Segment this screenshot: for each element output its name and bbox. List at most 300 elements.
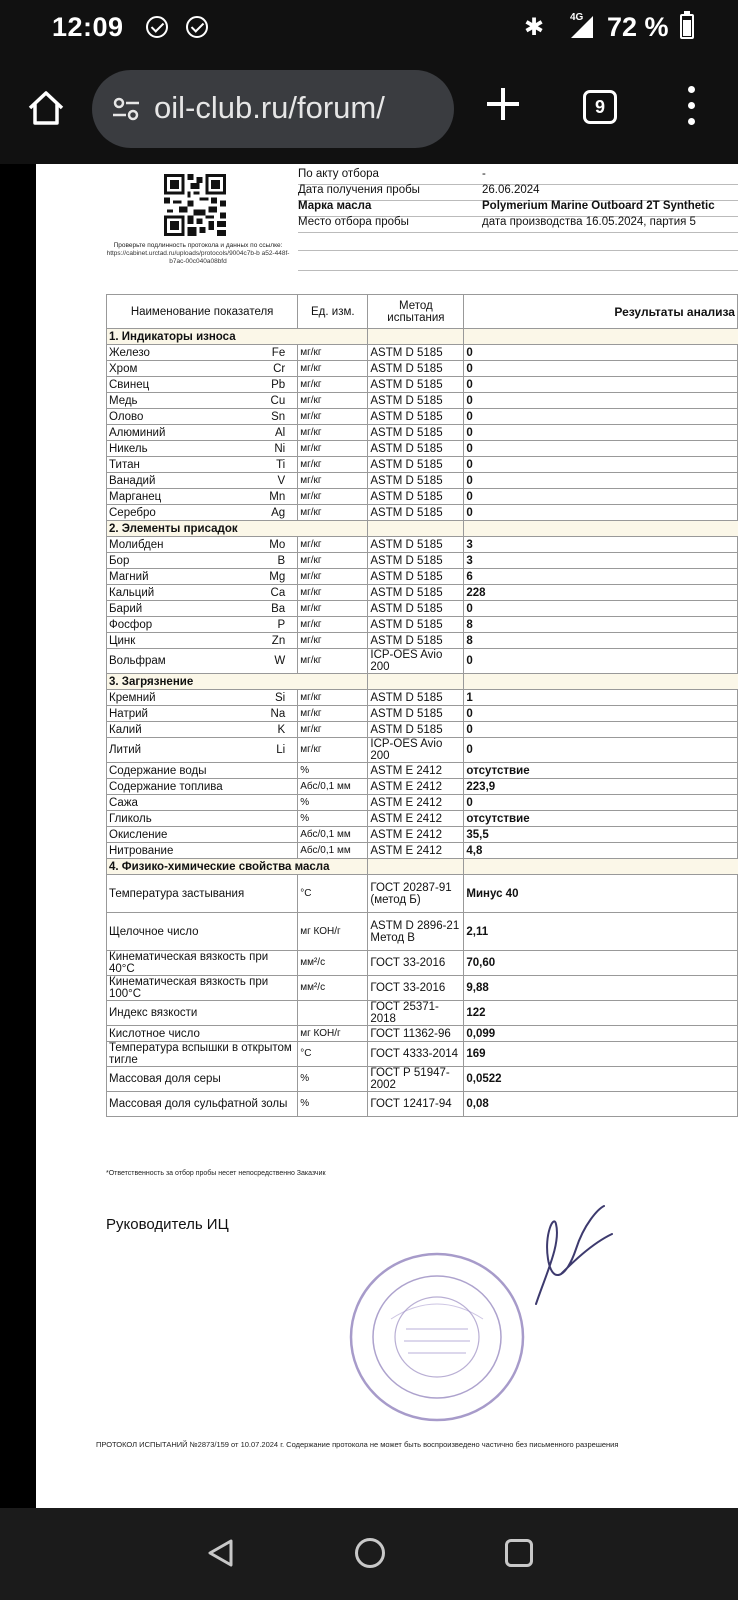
head-signature-label: Руководитель ИЦ <box>106 1216 229 1233</box>
indicator-name: Кинематическая вязкость при 40°С <box>109 951 269 975</box>
indicator-name: Бор <box>109 554 130 567</box>
table-row <box>107 505 738 521</box>
verify-note <box>100 242 296 266</box>
method-cell: ASTM D 5185 <box>368 393 464 409</box>
indicator-cell <box>107 617 298 633</box>
indicator-cell <box>107 489 298 505</box>
indicator-name: Марганец <box>109 490 162 503</box>
section-fill <box>368 329 464 345</box>
table-row <box>107 779 738 795</box>
result-cell: 6 <box>464 569 738 585</box>
address-bar[interactable] <box>92 70 454 148</box>
method-cell: ASTM D 5185 <box>368 569 464 585</box>
method-cell: ASTM E 2412 <box>368 763 464 779</box>
unit-cell: мг/кг <box>298 345 368 361</box>
unit-cell: мг/кг <box>298 361 368 377</box>
signal-icon <box>565 14 595 38</box>
element-symbol: Mn <box>269 490 286 503</box>
indicator-cell <box>107 827 298 843</box>
unit-cell: мг/кг <box>298 425 368 441</box>
method-cell: ГОСТ 33-2016 <box>368 976 464 1001</box>
method-cell: ASTM D 5185 <box>368 377 464 393</box>
section-title: 2. Элементы присадок <box>107 521 368 537</box>
method-cell: ASTM D 5185 <box>368 489 464 505</box>
info-key: По акту отбора <box>298 168 379 180</box>
table-row <box>107 976 738 1001</box>
table-row <box>107 951 738 976</box>
result-cell: 70,60 <box>464 951 738 976</box>
indicator-cell <box>107 473 298 489</box>
method-cell: ASTM D 5185 <box>368 505 464 521</box>
unit-cell: °С <box>298 875 368 913</box>
method-cell: ASTM D 5185 <box>368 473 464 489</box>
section-row <box>107 674 738 690</box>
unit-cell: мг/кг <box>298 633 368 649</box>
unit-cell: мг/кг <box>298 537 368 553</box>
method-cell: ASTM D 5185 <box>368 537 464 553</box>
more-menu-icon[interactable] <box>686 86 698 126</box>
web-content[interactable] <box>0 164 738 1508</box>
indicator-name: Содержание воды <box>109 764 207 777</box>
result-cell: отсутствие <box>464 811 738 827</box>
element-symbol: Cr <box>273 362 286 375</box>
table-row <box>107 425 738 441</box>
method-cell: ГОСТ Р 51947-2002 <box>368 1067 464 1092</box>
protocol-document <box>36 164 738 1508</box>
section-fill <box>368 521 464 537</box>
element-symbol: Mg <box>269 570 286 583</box>
table-row <box>107 1042 738 1067</box>
table-row <box>107 361 738 377</box>
indicator-name: Олово <box>109 410 144 423</box>
table-row <box>107 1092 738 1117</box>
indicator-cell <box>107 585 298 601</box>
indicator-cell <box>107 1092 298 1117</box>
table-row <box>107 585 738 601</box>
result-cell: 1 <box>464 690 738 706</box>
indicator-name: Кинематическая вязкость при 100°С <box>109 976 269 1000</box>
result-cell: 228 <box>464 585 738 601</box>
unit-cell: % <box>298 1067 368 1092</box>
indicator-name: Натрий <box>109 707 148 720</box>
unit-cell: % <box>298 795 368 811</box>
result-cell: 223,9 <box>464 779 738 795</box>
table-row <box>107 827 738 843</box>
bluetooth-icon: ✱ <box>524 14 545 41</box>
indicator-name: Серебро <box>109 506 156 519</box>
table-row <box>107 795 738 811</box>
result-cell: 3 <box>464 537 738 553</box>
unit-cell: мм²/с <box>298 976 368 1001</box>
unit-cell: °С <box>298 1042 368 1067</box>
indicator-cell <box>107 409 298 425</box>
indicator-name: Цинк <box>109 634 136 647</box>
unit-cell: мг/кг <box>298 377 368 393</box>
section-row <box>107 859 738 875</box>
result-cell: 0,08 <box>464 1092 738 1117</box>
col-header-method: Метод испытания <box>368 295 464 329</box>
result-cell: 8 <box>464 617 738 633</box>
table-row <box>107 617 738 633</box>
indicator-cell <box>107 457 298 473</box>
result-cell: 122 <box>464 1001 738 1026</box>
method-cell: ASTM D 5185 <box>368 441 464 457</box>
unit-cell: мг/кг <box>298 601 368 617</box>
indicator-name: Температура застывания <box>109 887 245 900</box>
unit-cell: мг/кг <box>298 690 368 706</box>
result-cell: 169 <box>464 1042 738 1067</box>
indicator-cell <box>107 425 298 441</box>
result-cell: 0 <box>464 795 738 811</box>
verify-text: Проверьте подлинность протокола и данных по ссылке: <box>113 242 283 249</box>
method-cell: ASTM D 5185 <box>368 617 464 633</box>
indicator-cell <box>107 649 298 674</box>
unit-cell: Абс/0,1 мм <box>298 779 368 795</box>
section-fill <box>368 859 464 875</box>
indicator-cell <box>107 843 298 859</box>
unit-cell: мг/кг <box>298 569 368 585</box>
unit-cell: % <box>298 811 368 827</box>
indicator-name: Температура вспышки в открытом тигле <box>109 1042 292 1066</box>
method-cell: ГОСТ 12417-94 <box>368 1092 464 1117</box>
result-cell: 0 <box>464 738 738 763</box>
indicator-cell <box>107 690 298 706</box>
result-cell: 8 <box>464 633 738 649</box>
table-row <box>107 553 738 569</box>
unit-cell <box>298 1001 368 1026</box>
unit-cell: мг/кг <box>298 473 368 489</box>
indicator-name: Алюминий <box>109 426 166 439</box>
table-row <box>107 722 738 738</box>
indicator-name: Индекс вязкости <box>109 1007 198 1019</box>
table-row <box>107 706 738 722</box>
method-cell: ASTM E 2412 <box>368 795 464 811</box>
indicator-name: Барий <box>109 602 143 615</box>
method-cell: ASTM D 5185 <box>368 457 464 473</box>
battery-percent: 72 % <box>607 12 669 42</box>
method-cell: ГОСТ 25371-2018 <box>368 1001 464 1026</box>
result-cell: 0,0522 <box>464 1067 738 1092</box>
indicator-cell <box>107 1067 298 1092</box>
check-circle-icon <box>146 16 168 38</box>
result-cell: 0 <box>464 601 738 617</box>
unit-cell: мг/кг <box>298 706 368 722</box>
result-cell: 0 <box>464 345 738 361</box>
protocol-footer: ПРОТОКОЛ ИСПЫТАНИЙ №2873/159 от 10.07.2024 г. Содержание протокола не может быть воспроизведено частично без письменного разрешения <box>96 1440 619 1449</box>
indicator-cell <box>107 913 298 951</box>
col-header-result: Результаты анализа <box>464 295 738 329</box>
table-row <box>107 843 738 859</box>
indicator-name: Фосфор <box>109 618 153 631</box>
indicator-cell <box>107 1026 298 1042</box>
unit-cell: мг КОН/г <box>298 913 368 951</box>
element-symbol: Na <box>270 707 286 720</box>
result-cell: 0 <box>464 473 738 489</box>
indicator-name: Железо <box>109 346 150 359</box>
table-row <box>107 441 738 457</box>
indicator-name: Магний <box>109 570 149 583</box>
indicator-cell <box>107 633 298 649</box>
indicator-cell <box>107 505 298 521</box>
check-circle-icon <box>186 16 208 38</box>
result-cell: 35,5 <box>464 827 738 843</box>
result-cell: 0 <box>464 489 738 505</box>
element-symbol: Ti <box>276 458 286 471</box>
indicator-cell <box>107 779 298 795</box>
table-row <box>107 393 738 409</box>
table-row <box>107 345 738 361</box>
indicator-cell <box>107 377 298 393</box>
element-symbol: Ag <box>271 506 286 519</box>
unit-cell: мг/кг <box>298 738 368 763</box>
unit-cell: мг/кг <box>298 393 368 409</box>
table-row <box>107 601 738 617</box>
indicator-cell <box>107 441 298 457</box>
verify-link[interactable]: https://cabinet.urctad.ru/uploads/protocols/9004c7b-b a52-448f-b7ac-00c040a08bfd <box>106 250 290 265</box>
table-row <box>107 875 738 913</box>
status-time: 12:09 <box>52 12 124 42</box>
navigation-bar <box>0 1508 738 1600</box>
section-fill <box>464 521 738 537</box>
indicator-cell <box>107 706 298 722</box>
method-cell: ГОСТ 33-2016 <box>368 951 464 976</box>
element-symbol: Si <box>274 691 286 704</box>
result-cell: 0 <box>464 457 738 473</box>
element-symbol: Ni <box>274 442 286 455</box>
method-cell: ASTM D 5185 <box>368 690 464 706</box>
unit-cell: мг/кг <box>298 553 368 569</box>
indicator-cell <box>107 811 298 827</box>
indicator-cell <box>107 345 298 361</box>
element-symbol: Sn <box>271 410 286 423</box>
unit-cell: мг/кг <box>298 585 368 601</box>
qr-code <box>164 174 226 236</box>
section-title: 4. Физико-химические свойства масла <box>107 859 368 875</box>
section-fill <box>464 674 738 690</box>
table-row <box>107 1026 738 1042</box>
element-symbol: B <box>277 554 286 567</box>
method-cell: ASTM D 5185 <box>368 345 464 361</box>
indicator-cell <box>107 763 298 779</box>
section-fill <box>464 859 738 875</box>
indicator-cell <box>107 875 298 913</box>
result-cell: 0 <box>464 393 738 409</box>
table-row <box>107 537 738 553</box>
indicator-cell <box>107 569 298 585</box>
info-value: дата производства 16.05.2024, партия 5 <box>482 216 696 228</box>
indicator-name: Хром <box>109 362 138 375</box>
table-row <box>107 1001 738 1026</box>
indicator-cell <box>107 795 298 811</box>
element-symbol: Zn <box>271 634 286 647</box>
indicator-cell <box>107 738 298 763</box>
organization-seal <box>346 1249 528 1425</box>
indicator-cell <box>107 393 298 409</box>
element-symbol: Ca <box>270 586 286 599</box>
indicator-name: Калий <box>109 723 142 736</box>
unit-cell: мг/кг <box>298 505 368 521</box>
method-cell: ГОСТ 11362-96 <box>368 1026 464 1042</box>
indicator-name: Ванадий <box>109 474 156 487</box>
indicator-name: Титан <box>109 458 140 471</box>
table-row <box>107 473 738 489</box>
site-settings-icon[interactable] <box>112 95 140 123</box>
table-row <box>107 763 738 779</box>
unit-cell: % <box>298 763 368 779</box>
result-cell: 0 <box>464 649 738 674</box>
section-fill <box>464 329 738 345</box>
result-cell: 0,099 <box>464 1026 738 1042</box>
unit-cell: Абс/0,1 мм <box>298 827 368 843</box>
section-fill <box>368 674 464 690</box>
result-cell: 0 <box>464 706 738 722</box>
unit-cell: мг/кг <box>298 617 368 633</box>
result-cell: 0 <box>464 361 738 377</box>
table-row <box>107 409 738 425</box>
method-cell: ASTM D 5185 <box>368 706 464 722</box>
result-cell: 0 <box>464 505 738 521</box>
element-symbol: Li <box>276 744 286 756</box>
info-value: Polymerium Marine Outboard 2T Synthetic <box>482 200 715 212</box>
indicator-cell <box>107 601 298 617</box>
browser-toolbar <box>0 56 738 164</box>
method-cell: ГОСТ 20287-91 (метод Б) <box>368 875 464 913</box>
element-symbol: Fe <box>271 346 286 359</box>
results-table <box>106 294 738 1117</box>
section-row <box>107 521 738 537</box>
unit-cell: мг/кг <box>298 649 368 674</box>
info-key: Место отбора пробы <box>298 216 409 228</box>
indicator-cell <box>107 553 298 569</box>
indicator-name: Свинец <box>109 378 150 391</box>
table-row <box>107 690 738 706</box>
indicator-name: Гликоль <box>109 812 152 825</box>
method-cell: ASTM E 2412 <box>368 779 464 795</box>
indicator-name: Молибден <box>109 538 164 551</box>
network-type: 4G <box>570 12 584 23</box>
col-header-unit: Ед. изм. <box>298 295 368 329</box>
element-symbol: Cu <box>270 394 286 407</box>
indicator-name: Никель <box>109 442 148 455</box>
signature <box>526 1204 616 1314</box>
unit-cell: мг КОН/г <box>298 1026 368 1042</box>
info-value: 26.06.2024 <box>482 184 540 196</box>
method-cell: ASTM D 5185 <box>368 585 464 601</box>
info-key: Марка масла <box>298 200 372 212</box>
element-symbol: Al <box>274 426 286 439</box>
element-symbol: P <box>277 618 286 631</box>
method-cell: ASTM D 5185 <box>368 409 464 425</box>
indicator-name: Кислотное число <box>109 1027 200 1040</box>
table-row <box>107 913 738 951</box>
unit-cell: мг/кг <box>298 722 368 738</box>
indicator-cell <box>107 537 298 553</box>
table-row <box>107 377 738 393</box>
table-row <box>107 811 738 827</box>
indicator-name: Содержание топлива <box>109 780 223 793</box>
unit-cell: мм²/с <box>298 951 368 976</box>
indicator-name: Щелочное число <box>109 925 199 938</box>
section-title: 3. Загрязнение <box>107 674 368 690</box>
unit-cell: мг/кг <box>298 441 368 457</box>
method-cell: ГОСТ 4333-2014 <box>368 1042 464 1067</box>
indicator-cell <box>107 976 298 1001</box>
element-symbol: Mo <box>269 538 286 551</box>
indicator-name: Вольфрам <box>109 655 166 667</box>
method-cell: ASTM E 2412 <box>368 811 464 827</box>
indicator-name: Массовая доля серы <box>109 1073 221 1085</box>
element-symbol: Ba <box>271 602 286 615</box>
table-row <box>107 457 738 473</box>
recent-apps-icon[interactable] <box>505 1539 533 1567</box>
indicator-name: Литий <box>109 744 142 756</box>
tab-switcher-button[interactable]: 9 <box>583 90 617 124</box>
indicator-cell <box>107 1042 298 1067</box>
result-cell: отсутствие <box>464 763 738 779</box>
unit-cell: мг/кг <box>298 489 368 505</box>
indicator-name: Сажа <box>109 796 138 809</box>
result-cell: 0 <box>464 425 738 441</box>
new-tab-icon[interactable] <box>485 86 521 122</box>
method-cell: ICP-OES Avio 200 <box>368 738 464 763</box>
indicator-name: Нитрование <box>109 844 174 857</box>
element-symbol: Pb <box>271 378 286 391</box>
result-cell: 0 <box>464 441 738 457</box>
section-row <box>107 329 738 345</box>
home-nav-icon[interactable] <box>355 1538 385 1568</box>
indicator-name: Медь <box>109 394 138 407</box>
table-row <box>107 569 738 585</box>
table-row <box>107 633 738 649</box>
method-cell: ASTM E 2412 <box>368 827 464 843</box>
table-row <box>107 489 738 505</box>
method-cell: ASTM D 5185 <box>368 553 464 569</box>
status-bar <box>0 0 738 56</box>
back-icon[interactable] <box>205 1538 235 1568</box>
info-value: - <box>482 168 486 180</box>
result-cell: 0 <box>464 409 738 425</box>
result-cell: 0 <box>464 377 738 393</box>
method-cell: ASTM D 2896-21 Метод В <box>368 913 464 951</box>
result-cell: 3 <box>464 553 738 569</box>
unit-cell: мг/кг <box>298 457 368 473</box>
indicator-name: Кремний <box>109 691 156 704</box>
result-cell: 2,11 <box>464 913 738 951</box>
table-row <box>107 1067 738 1092</box>
result-cell: 9,88 <box>464 976 738 1001</box>
element-symbol: W <box>274 655 286 667</box>
indicator-name: Кальций <box>109 586 155 599</box>
battery-icon <box>680 14 694 39</box>
footnote: *Ответственность за отбор пробы несет непосредственно Заказчик <box>106 1170 326 1177</box>
method-cell: ASTM D 5185 <box>368 722 464 738</box>
url-text[interactable]: oil-club.ru/forum/ <box>154 90 385 125</box>
indicator-name: Массовая доля сульфатной золы <box>109 1098 288 1110</box>
info-key: Дата получения пробы <box>298 184 420 196</box>
unit-cell: % <box>298 1092 368 1117</box>
home-icon[interactable] <box>26 88 66 128</box>
method-cell: ASTM D 5185 <box>368 425 464 441</box>
unit-cell: мг/кг <box>298 409 368 425</box>
col-header-name: Наименование показателя <box>107 295 298 329</box>
indicator-cell <box>107 722 298 738</box>
method-cell: ASTM E 2412 <box>368 843 464 859</box>
table-row <box>107 649 738 674</box>
unit-cell: Абс/0,1 мм <box>298 843 368 859</box>
result-cell: 4,8 <box>464 843 738 859</box>
method-cell: ASTM D 5185 <box>368 633 464 649</box>
method-cell: ASTM D 5185 <box>368 601 464 617</box>
